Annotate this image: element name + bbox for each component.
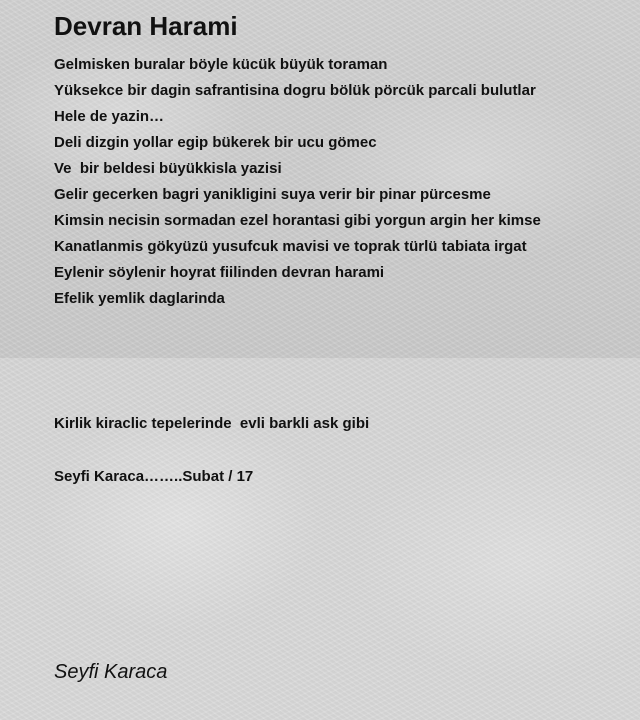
poem-author: Seyfi Karaca: [54, 661, 168, 683]
poem-line: Deli dizgin yollar egip bükerek bir ucu gömec: [54, 134, 377, 151]
poem-line: Kanatlanmis gökyüzü yusufcuk mavisi ve toprak türlü tabiata irgat: [54, 238, 527, 255]
poem-line: Kimsin necisin sormadan ezel horantasi gibi yorgun argin her kimse: [54, 212, 541, 229]
poem-lines: [54, 52, 541, 312]
poem-signature-line: Seyfi Karaca……..Subat / 17: [54, 468, 254, 485]
poem-title: Devran Harami: [54, 11, 238, 41]
poem-line: Gelmisken buralar böyle kücük büyük toraman: [54, 56, 388, 73]
poem-line: Hele de yazin…: [54, 108, 165, 125]
poem-line: Yüksekce bir dagin safrantisina dogru bölük pörcük parcali bulutlar: [54, 82, 536, 99]
poem-line: Efelik yemlik daglarinda: [54, 290, 225, 307]
poem-line: Eylenir söylenir hoyrat fiilinden devran harami: [54, 264, 385, 281]
poem-continuation-line: Kirlik kiraclic tepelerinde evli barkli ask gibi: [54, 415, 370, 432]
poem-line: Gelir gecerken bagri yanikligini suya verir bir pinar pürcesme: [54, 186, 491, 203]
poem-line: Ve bir beldesi büyükkisla yazisi: [54, 160, 282, 177]
